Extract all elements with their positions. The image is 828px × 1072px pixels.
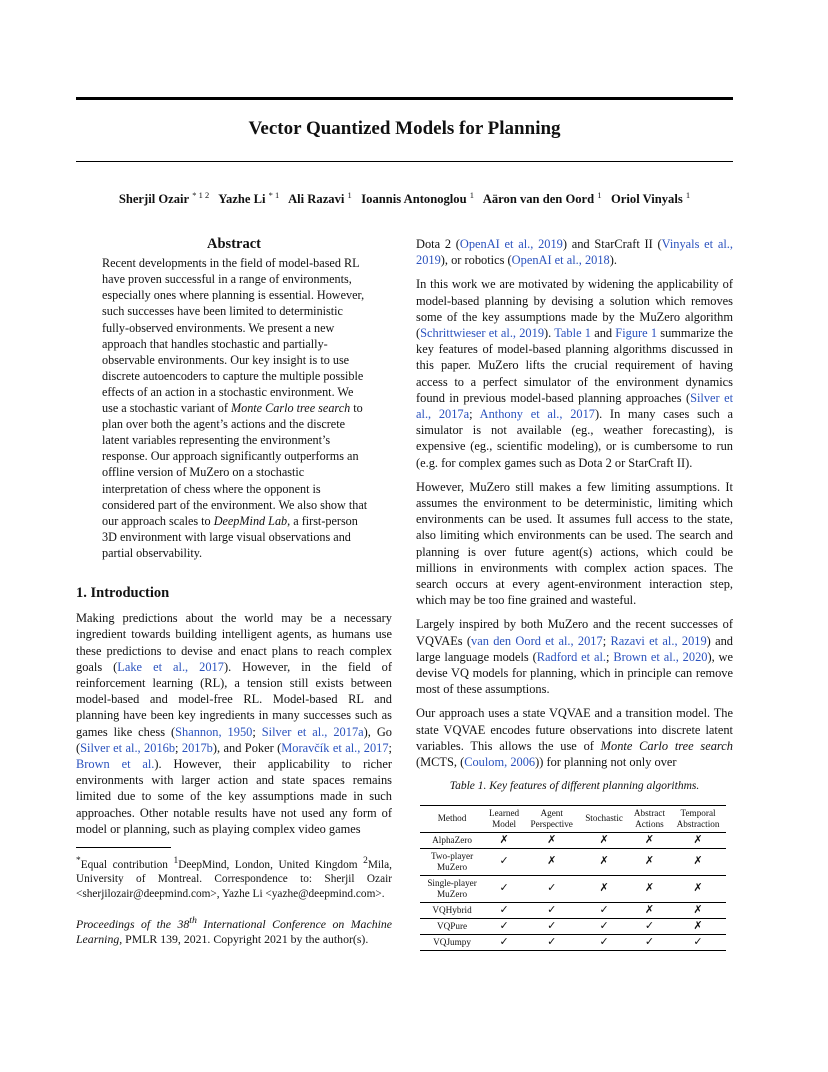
feature-mark: ✗ <box>644 903 655 916</box>
table-row <box>420 875 726 902</box>
citation-link[interactable]: Radford et al. <box>536 649 607 664</box>
citation-link[interactable]: Lake et al., 2017 <box>117 659 224 674</box>
feature-mark: ✗ <box>499 833 509 846</box>
author-affiliation: 1 <box>469 190 474 200</box>
author-affiliation: 1 <box>347 190 352 200</box>
intro-paragraph: Making predictions about the world may be a necessary ingredient towards building intelligent agents, as humans use these predictions to devise and enact plans to reach complex goals (Lake et al., 2017). However, in the field of reinforcement learning (RL), a tension still exists between model-based and model-free RL. Model-based RL and planning have been key ingredients in many successes such as games like chess (Shannon, 1950; Silver et al., 2017a), Go (Silver et al., 2016b; 2017b), and Poker (Moravčík et al., 2017; Brown et al.). However, their applicability to richer environments with larger action and state spaces remains limited due to some of the key assumptions made in such approaches. Other notable results have not used any form of model or planning, such as playing complex video games <box>76 611 392 836</box>
intro-paragraph: Our approach uses a state VQVAE and a transition model. The state VQVAE encodes future observations into discrete latent variables. This allows the use of Monte Carlo tree search (MCTS, (Coulom, 2006)) for planning not only over <box>416 706 733 770</box>
feature-mark: ✓ <box>499 919 509 932</box>
intro-paragraph: However, MuZero still makes a few limiting assumptions. It assumes the environment to be deterministic, limiting which environments can be used. It assumes full access to the state, also limiting which environments can be used. The search and planning is over future agent(s) actions, which could be millions in environments with complex action spaces. The search occurs at every agent-environment interaction step, which may be too fine grained and wasteful. <box>416 479 733 608</box>
feature-mark: ✓ <box>499 903 509 916</box>
feature-mark: ✗ <box>693 833 703 846</box>
feature-mark: ✗ <box>547 833 557 846</box>
feature-mark: ✓ <box>547 882 557 894</box>
table-row <box>420 848 726 875</box>
proceedings-note: Proceedings of the 38th International Conference on Machine Learning, PMLR 139, 2021. Copyright 2021 by the author(s). <box>76 915 393 947</box>
citation-link[interactable]: Brown et al. <box>76 757 155 772</box>
table-reference-link[interactable]: Table 1 <box>554 326 591 341</box>
citation-link[interactable]: OpenAI et al., 2018 <box>511 253 610 268</box>
feature-mark: ✗ <box>693 855 703 867</box>
citation-link[interactable]: Coulom, 2006 <box>464 755 536 770</box>
intro-paragraph: Largely inspired by both MuZero and the recent successes of VQVAEs (van den Oord et al., 2017; Razavi et al., 2019) and large language models (Radford et al.; Brown et al., 2020), we devise VQ models for planning, which in principle can remove most of these assumptions. <box>416 617 733 697</box>
feature-mark: ✓ <box>547 919 557 932</box>
feature-mark: ✓ <box>644 919 655 932</box>
method-cell: Single-player MuZero <box>427 877 477 899</box>
title-top-rule <box>76 97 733 100</box>
column-header: Agent Perspective <box>530 807 573 829</box>
author-name: Sherjil Ozair <box>118 192 190 207</box>
figure-reference-link[interactable]: Figure 1 <box>615 326 658 341</box>
citation-link[interactable]: Razavi et al., 2019 <box>610 633 707 648</box>
intro-paragraph: In this work we are motivated by widening the applicability of model-based planning by devising a solution which removes some of the key assumptions made by the MuZero algorithm (Schrittwieser et al., 2019). Table 1 and Figure 1 summarize the key features of model-based planning algorithms discussed in this paper. MuZero lifts the crucial requirement of having access to a perfect simulator of the environment dynamics found in previous model-based planning approaches (Silver et al., 2017a; Anthony et al., 2017). In many cases such a simulator is not available (eg., weather forecasting), is expensive (eg., scientific modeling), or is cumbersome to run (e.g. for complex games such as Dota 2 or StarCraft II). <box>416 277 734 470</box>
feature-mark: ✗ <box>599 855 609 867</box>
planning-features-table <box>420 805 726 951</box>
method-cell: VQHybrid <box>432 904 472 915</box>
column-header: Temporal Abstraction <box>676 807 720 829</box>
table-row <box>420 902 726 918</box>
feature-mark: ✗ <box>599 882 609 894</box>
author-affiliation: 1 <box>685 190 691 200</box>
feature-mark: ✓ <box>599 935 609 948</box>
feature-mark: ✓ <box>644 935 655 948</box>
author-affiliation: 1 <box>597 190 602 200</box>
citation-link[interactable]: Brown et al., 2020 <box>613 649 708 664</box>
feature-mark: ✗ <box>644 855 655 867</box>
affiliation-footnote: *Equal contribution $^1$DeepMind, London, United Kingdom $^2$Mila, University of Montreal. Correspondence to: Sherjil Ozair <sherjilozair@deepmind.com>, Yazhe Li <yazhe@deepmind.com>. <box>76 856 392 900</box>
column-header: Method <box>437 813 467 823</box>
feature-mark: ✗ <box>693 903 703 916</box>
table-row <box>420 832 726 848</box>
table-row <box>420 918 726 934</box>
author-affiliation: * 1 <box>268 190 280 200</box>
table-header-row <box>420 805 726 832</box>
feature-mark: ✗ <box>693 882 703 894</box>
table-caption: Table 1. Key features of different planning algorithms. <box>449 780 700 793</box>
left-column <box>76 236 392 947</box>
column-header: Abstract Actions <box>633 807 666 829</box>
feature-mark: ✗ <box>644 833 655 846</box>
feature-mark: ✓ <box>693 935 703 948</box>
citation-link[interactable]: Schrittwieser et al., 2019 <box>420 326 545 341</box>
feature-mark: ✗ <box>644 882 655 894</box>
abstract-heading: Abstract <box>207 236 261 252</box>
citation-link[interactable]: Anthony et al., 2017 <box>479 407 595 422</box>
table-row <box>420 934 726 950</box>
paper-title: Vector Quantized Models for Planning <box>248 118 561 139</box>
right-column <box>416 236 733 951</box>
author-name: Oriol Vinyals <box>611 192 683 207</box>
citation-link[interactable]: Shannon, 1950 <box>175 724 253 739</box>
method-cell: Two-player MuZero <box>430 850 474 872</box>
author-affiliation: * 1 2 <box>192 190 210 200</box>
citation-link[interactable]: 2017b <box>181 740 213 755</box>
feature-mark: ✓ <box>599 903 609 916</box>
feature-mark: ✓ <box>499 882 509 894</box>
citation-link[interactable]: OpenAI et al., 2019 <box>459 237 563 251</box>
intro-paragraph: Dota 2 (OpenAI et al., 2019) and StarCraft II (Vinyals et al., 2019), or robotics (OpenAI et al., 2018). <box>416 237 733 268</box>
column-header: Learned Model <box>489 807 520 829</box>
citation-link[interactable]: Silver et al., 2016b <box>80 740 176 755</box>
feature-mark: ✗ <box>693 919 703 932</box>
feature-mark: ✓ <box>547 935 557 948</box>
author-list <box>76 190 733 207</box>
feature-mark: ✓ <box>599 919 609 932</box>
feature-mark: ✓ <box>499 855 509 867</box>
citation-link[interactable]: Moravčík et al., 2017 <box>281 740 389 755</box>
section-heading-introduction: 1. Introduction <box>76 584 170 601</box>
footnote-rule <box>76 847 171 848</box>
author-name: Yazhe Li <box>218 192 266 207</box>
method-cell: VQPure <box>437 920 468 931</box>
citation-link[interactable]: Silver et al., 2017a <box>261 724 364 739</box>
feature-mark: ✓ <box>499 935 509 948</box>
feature-mark: ✓ <box>547 903 557 916</box>
feature-mark: ✗ <box>599 833 609 846</box>
title-bottom-rule <box>76 161 733 162</box>
author-name: Ali Razavi <box>288 192 345 207</box>
citation-link[interactable]: van den Oord et al., 2017 <box>471 633 603 648</box>
column-header: Stochastic <box>585 813 623 823</box>
feature-mark: ✗ <box>547 855 557 867</box>
citation-link[interactable]: Vinyals et al., 2019 <box>416 237 733 268</box>
method-cell: VQJumpy <box>433 936 471 947</box>
citation-link[interactable]: Silver et al., 2017a <box>416 390 734 422</box>
author-name: Ioannis Antonoglou <box>361 192 467 207</box>
abstract-body: Recent developments in the field of model-based RL have proven successful in a range of environments, especially ones where planning is essential. However, such successes have been limited to deterministic fully-observed environments. We present a new approach that handles stochastic and partially-observable environments. Our key insight is to use discrete autoencoders to capture the multiple possible effects of an action in a stochastic environment. We use a stochastic variant of Monte Carlo tree search to plan over both the agent’s actions and the discrete latent variables representing the environment’s response. Our approach significantly outperforms an offline version of MuZero on a stochastic interpretation of chess where the opponent is considered part of the environment. We also show that our approach scales to DeepMind Lab, a first-person 3D environment with large visual observations and partial observability. <box>102 256 368 560</box>
author-name: Aäron van den Oord <box>482 192 595 207</box>
method-cell: AlphaZero <box>432 834 472 845</box>
